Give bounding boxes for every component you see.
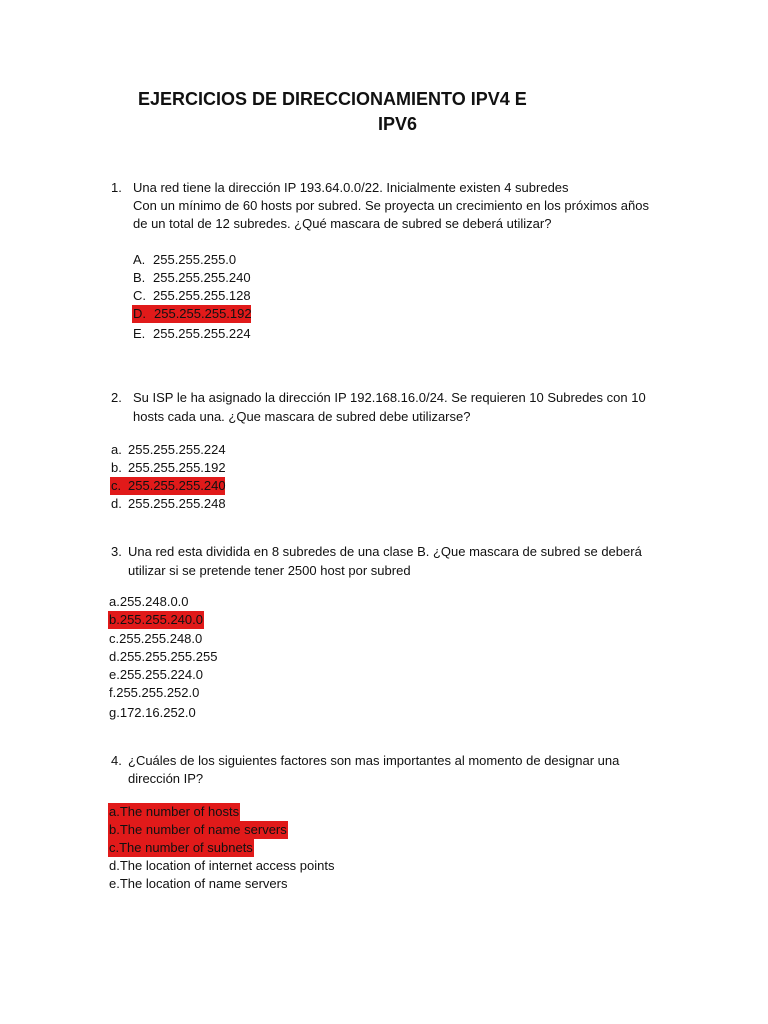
highlighted-answer: a.The number of hosts xyxy=(109,804,240,819)
question-number: 2. xyxy=(111,390,122,405)
title-line-1: EJERCICIOS DE DIRECCIONAMIENTO IPV4 E xyxy=(138,89,527,109)
option-text: 255.255.255.240 xyxy=(153,270,251,285)
option-text: d.255.255.255.255 xyxy=(109,649,218,664)
option-letter: d. xyxy=(111,496,122,511)
highlighted-answer: b.255.255.240.0 xyxy=(109,612,203,627)
question-number: 1. xyxy=(111,180,122,195)
highlighted-answer xyxy=(132,305,251,323)
option-text: 255.255.255.224 xyxy=(128,442,226,457)
question-text-line: utilizar si se pretende tener 2500 host por subred xyxy=(128,563,411,578)
highlighted-answer: b.The number of name servers xyxy=(109,822,287,837)
title-line-2: IPV6 xyxy=(378,114,418,134)
option-letter: D. xyxy=(133,306,146,321)
option-text: 255.255.255.248 xyxy=(128,496,226,511)
question-number: 4. xyxy=(111,753,122,768)
option-letter: a. xyxy=(111,442,122,457)
question-text-line: Una red tiene la dirección IP 193.64.0.0/22. Inicialmente existen 4 subredes xyxy=(133,180,569,195)
option-letter: c. xyxy=(111,478,122,493)
question-text-line: Con un mínimo de 60 hosts por subred. Se proyecta un crecimiento en los próximos años xyxy=(133,198,649,213)
option-letter: E. xyxy=(133,326,146,341)
option-text: a.255.248.0.0 xyxy=(109,594,189,609)
option-letter: B. xyxy=(133,270,146,285)
highlighted-answer xyxy=(110,477,225,495)
question-text-line: hosts cada una. ¿Que mascara de subred debe utilizarse? xyxy=(133,409,471,424)
option-text: 255.255.255.192 xyxy=(128,460,226,475)
option-text: f.255.255.252.0 xyxy=(109,685,200,700)
option-letter: b. xyxy=(111,460,122,475)
option-text: 255.255.255.240 xyxy=(128,478,226,493)
option-letter: A. xyxy=(133,252,146,267)
option-text: d.The location of internet access points xyxy=(109,858,335,873)
question-text-line: de un total de 12 subredes. ¿Qué mascara de subred se deberá utilizar? xyxy=(133,216,552,231)
question-text-line: ¿Cuáles de los siguientes factores son mas importantes al momento de designar una xyxy=(128,753,620,768)
option-text: g.172.16.252.0 xyxy=(109,705,196,720)
option-text: e.The location of name servers xyxy=(109,876,288,891)
question-text-line: Una red esta dividida en 8 subredes de una clase B. ¿Que mascara de subred se deberá xyxy=(128,544,642,559)
question-text-line: Su ISP le ha asignado la dirección IP 192.168.16.0/24. Se requieren 10 Subredes con 10 xyxy=(133,390,646,405)
option-letter: C. xyxy=(133,288,146,303)
option-text: 255.255.255.128 xyxy=(153,288,251,303)
option-text: 255.255.255.0 xyxy=(153,252,237,267)
option-text: c.255.255.248.0 xyxy=(109,631,203,646)
question-text-line: dirección IP? xyxy=(128,771,204,786)
question-number: 3. xyxy=(111,544,122,559)
option-text: 255.255.255.192 xyxy=(154,306,252,321)
highlighted-answer: c.The number of subnets xyxy=(109,840,253,855)
option-text: e.255.255.224.0 xyxy=(109,667,203,682)
option-text: 255.255.255.224 xyxy=(153,326,251,341)
